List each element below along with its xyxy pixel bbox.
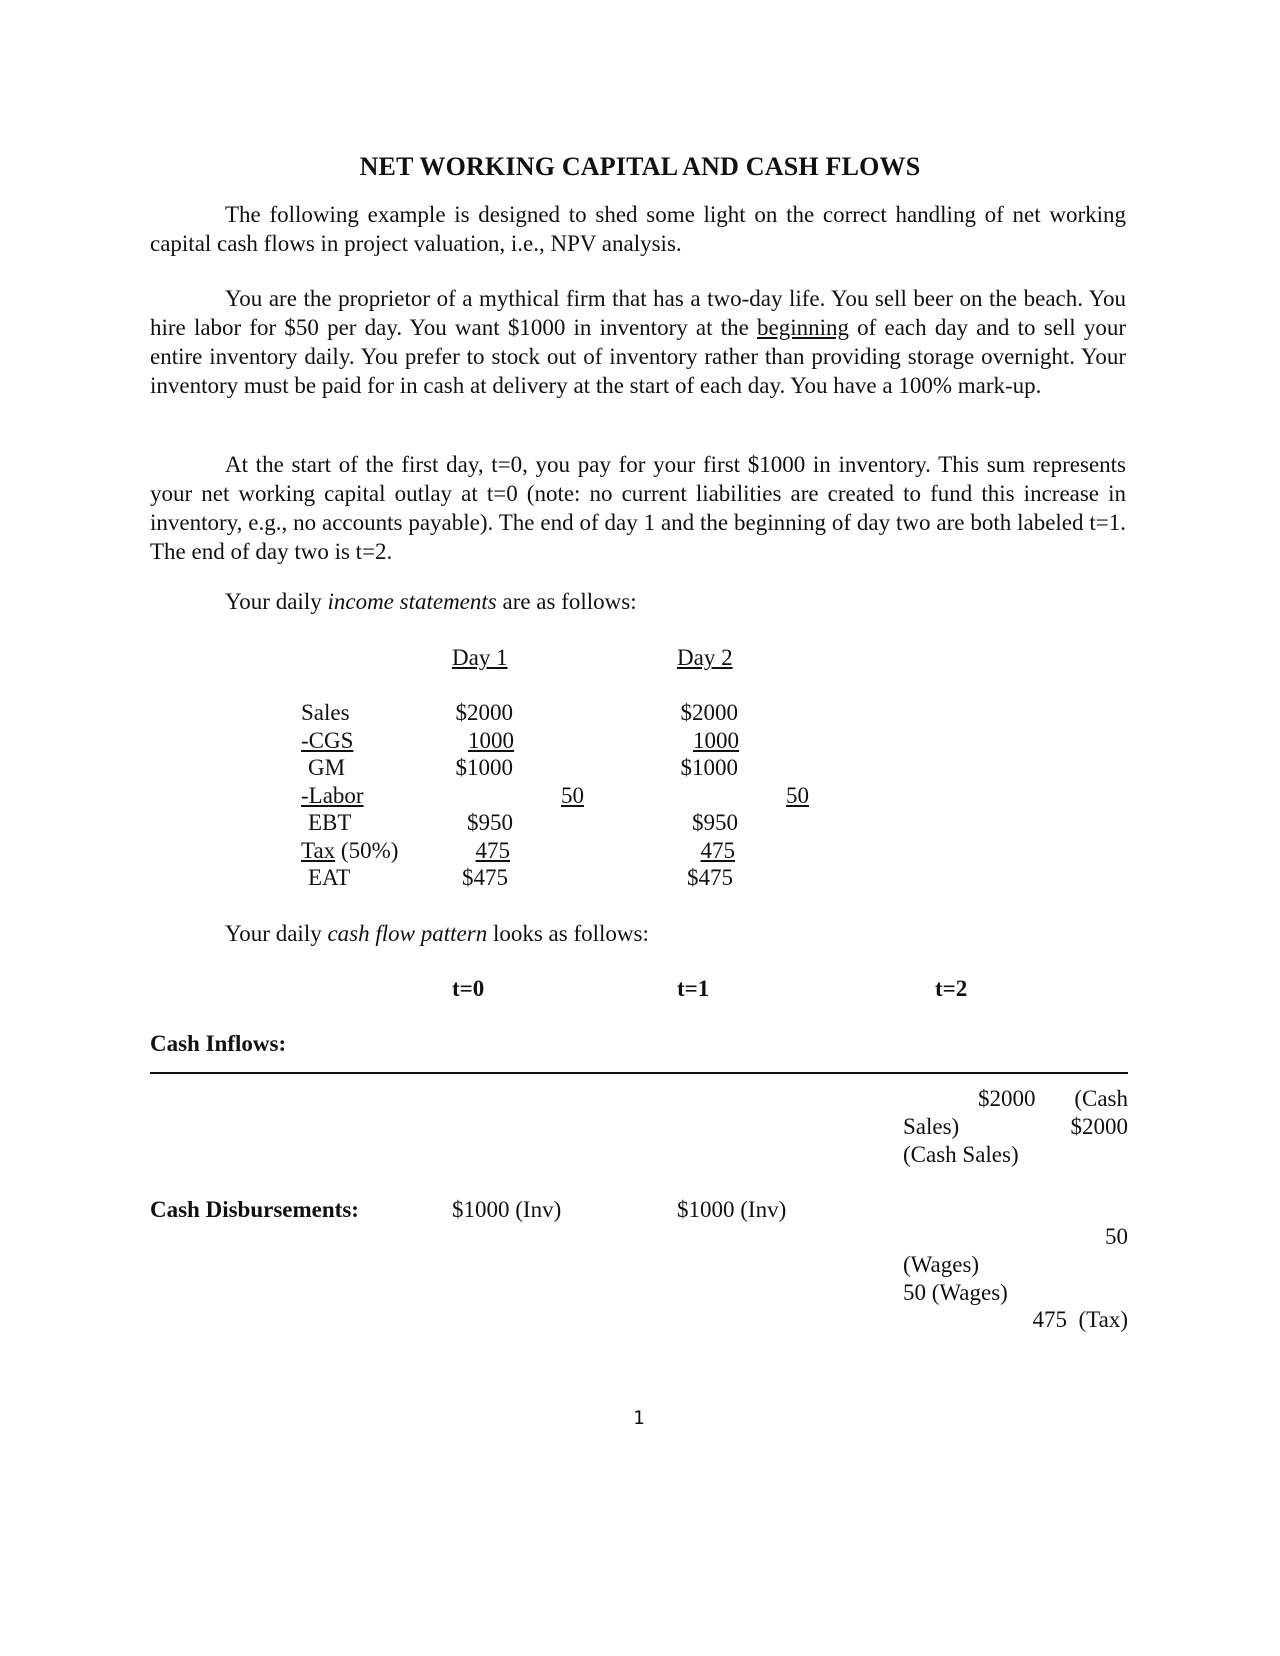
income-intro-text-1: Your daily <box>225 589 328 614</box>
inflow-note-3: (Cash Sales) <box>903 1142 1019 1167</box>
inflow-amount-2: $2000 <box>1070 1114 1128 1139</box>
cgs-day-2: 1000 <box>693 728 739 753</box>
row-label-cgs: -CGS <box>301 728 354 753</box>
tax-day-2: 475 <box>700 838 735 863</box>
sales-day-2: $2000 <box>680 700 738 725</box>
row-label-gm: GM <box>308 755 346 780</box>
inflow-note-2: Sales) <box>903 1114 960 1139</box>
row-label-tax <box>301 836 398 865</box>
disbursement-t1: $1000 (Inv) <box>677 1197 787 1222</box>
gm-day-1: $1000 <box>455 755 513 780</box>
ebt-day-1: $950 <box>467 810 513 835</box>
header-day-1: Day 1 <box>452 645 508 670</box>
inflow-amount-1: $2000 <box>978 1086 1036 1111</box>
wages-amount: 50 <box>1105 1224 1128 1249</box>
paragraph-intro: The following example is designed to shed some light on the correct handling of net working capital cash flows in project valuation, i.e., NPV analysis. <box>150 202 1126 256</box>
cashflow-intro-italic: cash flow pattern <box>327 921 488 946</box>
cash-disbursements-label: Cash Disbursements: <box>150 1197 359 1222</box>
row-label-labor: -Labor <box>301 783 364 808</box>
income-statement-intro <box>225 587 637 616</box>
header-t2: t=2 <box>935 976 968 1001</box>
sales-day-1: $2000 <box>455 700 513 725</box>
document-title: NET WORKING CAPITAL AND CASH FLOWS <box>359 152 921 181</box>
inflow-note-1: (Cash <box>1074 1086 1128 1111</box>
paragraph-scenario-text-2: of each day and to sell your entire inventory daily. You prefer to stock out of inventory rather than providing storage overnight. Your inventory must be paid for in cash at delivery at the start of each day. You have a 100% mark-up. <box>150 315 1126 398</box>
header-divider <box>150 1072 1128 1074</box>
header-t1: t=1 <box>677 976 710 1001</box>
wages-line-2: 50 (Wages) <box>903 1280 1008 1305</box>
disbursement-t0: $1000 (Inv) <box>452 1197 562 1222</box>
row-label-ebt: EBT <box>308 810 352 835</box>
labor-day-1: 50 <box>561 783 584 808</box>
tax-day-1: 475 <box>475 838 510 863</box>
header-day-2: Day 2 <box>677 645 733 670</box>
page-number: 1 <box>633 1407 645 1429</box>
paragraph-scenario-text-1: You are the proprietor of a mythical firm that has a two-day life. You sell beer on the beach. You hire labor for $50 per day. You want $1000 in inventory at the <box>150 286 1126 340</box>
eat-day-1: $475 <box>462 865 508 890</box>
eat-day-2: $475 <box>687 865 733 890</box>
income-intro-italic: income statements <box>327 589 497 614</box>
wages-note: (Wages) <box>903 1252 980 1277</box>
paragraph-timeline: At the start of the first day, t=0, you pay for your first $1000 in inventory. This sum represents your net working capital outlay at t=0 (note: no current liabilities are created to fund this increase in inventory, e.g., no accounts payable). The end of day 1 and the beginning of day two are both labeled t=1. The end of day two is t=2. <box>150 452 1126 564</box>
cgs-day-1: 1000 <box>468 728 514 753</box>
tax-label: Tax <box>301 838 336 863</box>
paragraph-scenario <box>150 284 1126 400</box>
tax-rate: (50%) <box>340 838 399 863</box>
cashflow-intro-text-1: Your daily <box>225 921 328 946</box>
tax-disbursement: 475 (Tax) <box>1032 1307 1128 1332</box>
cash-inflows-label: Cash Inflows: <box>150 1031 287 1056</box>
labor-day-2: 50 <box>786 783 809 808</box>
income-intro-text-2: are as follows: <box>496 589 637 614</box>
cash-flow-intro <box>225 919 649 948</box>
row-label-sales: Sales <box>301 700 350 725</box>
underlined-beginning: beginning <box>756 315 849 340</box>
cashflow-intro-text-2: looks as follows: <box>487 921 649 946</box>
header-t0: t=0 <box>452 976 485 1001</box>
ebt-day-2: $950 <box>692 810 738 835</box>
gm-day-2: $1000 <box>680 755 738 780</box>
row-label-eat: EAT <box>308 865 351 890</box>
